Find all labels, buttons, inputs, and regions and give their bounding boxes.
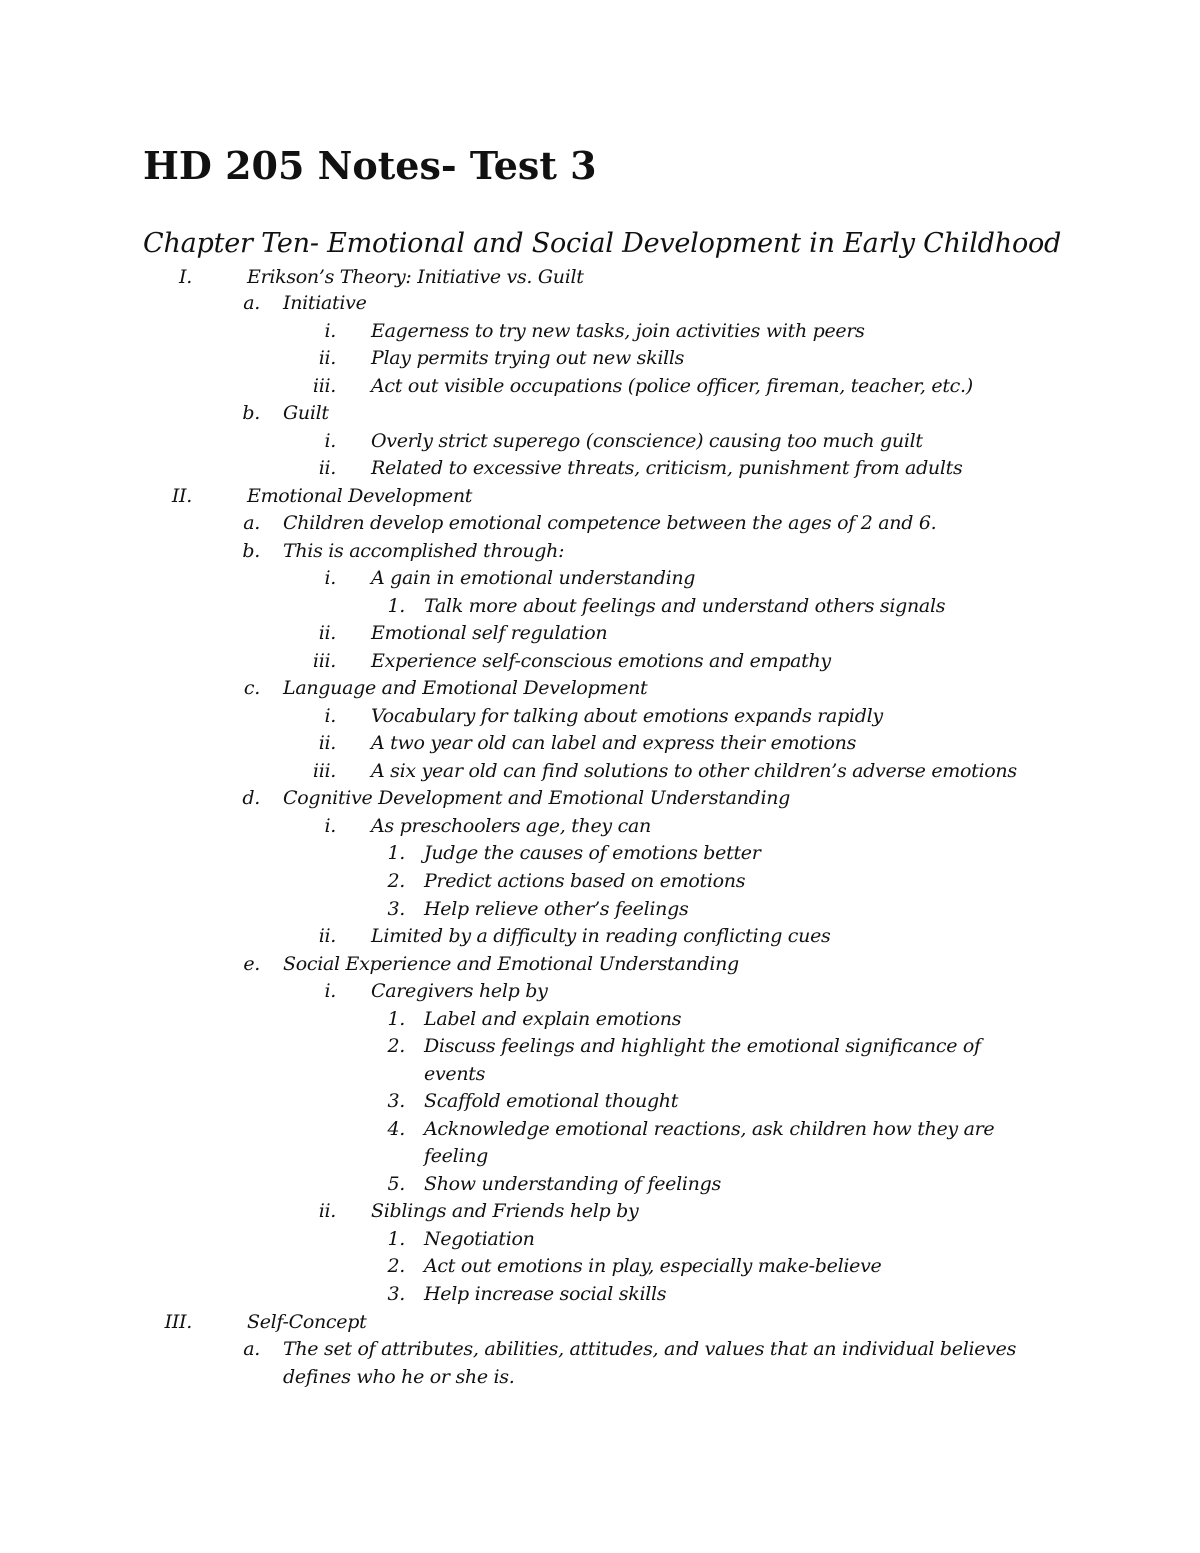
outline-marker: b. xyxy=(242,540,260,562)
outline-marker: b. xyxy=(242,402,260,424)
outline-marker: ii. xyxy=(318,347,336,369)
outline-text: defines who he or she is. xyxy=(283,1366,515,1388)
outline-text: Label and explain emotions xyxy=(424,1008,682,1030)
outline-marker: 5. xyxy=(387,1173,405,1195)
outline-text: Acknowledge emotional reactions, ask children how they are xyxy=(424,1118,995,1140)
outline-marker: i. xyxy=(324,980,336,1002)
outline-text: Initiative xyxy=(283,292,367,314)
outline-text: A gain in emotional understanding xyxy=(371,567,696,589)
outline-marker: III. xyxy=(164,1311,192,1333)
outline-text: events xyxy=(424,1063,486,1085)
outline-text: Eagerness to try new tasks, join activities with peers xyxy=(371,320,865,342)
outline-text: Limited by a difficulty in reading conflicting cues xyxy=(371,925,831,947)
outline-text: feeling xyxy=(424,1145,488,1167)
outline-marker: 2. xyxy=(387,1255,405,1277)
outline-marker: 4. xyxy=(387,1118,405,1140)
outline-text: Emotional self regulation xyxy=(371,622,608,644)
outline-text: Caregivers help by xyxy=(371,980,548,1002)
outline-marker: ii. xyxy=(318,622,336,644)
outline-text: Cognitive Development and Emotional Understanding xyxy=(283,787,791,809)
outline-marker: 1. xyxy=(387,1008,405,1030)
outline-marker: a. xyxy=(243,1338,260,1360)
outline-marker: 3. xyxy=(387,1090,405,1112)
outline-marker: iii. xyxy=(312,650,336,672)
outline-text: Show understanding of feelings xyxy=(424,1173,721,1195)
outline-marker: 1. xyxy=(387,842,405,864)
outline-marker: i. xyxy=(324,815,336,837)
outline-marker: i. xyxy=(324,705,336,727)
outline-text: Predict actions based on emotions xyxy=(424,870,746,892)
chapter-heading: Chapter Ten- Emotional and Social Development in Early Childhood xyxy=(143,228,1062,259)
outline-text: Act out emotions in play, especially make-believe xyxy=(424,1255,882,1277)
outline-text: A two year old can label and express their emotions xyxy=(371,732,857,754)
outline-text: Self-Concept xyxy=(247,1311,367,1333)
page-title: HD 205 Notes- Test 3 xyxy=(143,143,597,188)
outline-text: Guilt xyxy=(283,402,329,424)
outline-text: Vocabulary for talking about emotions expands rapidly xyxy=(371,705,883,727)
outline-text: The set of attributes, abilities, attitudes, and values that an individual believes xyxy=(283,1338,1017,1360)
outline-text: Related to excessive threats, criticism, punishment from adults xyxy=(371,457,963,479)
outline-text: Scaffold emotional thought xyxy=(424,1090,679,1112)
outline-text: As preschoolers age, they can xyxy=(371,815,651,837)
outline-text: Negotiation xyxy=(424,1228,535,1250)
outline-text: Help increase social skills xyxy=(424,1283,667,1305)
outline-marker: i. xyxy=(324,567,336,589)
outline-marker: ii. xyxy=(318,732,336,754)
outline-marker: I. xyxy=(179,266,192,288)
outline-text: Overly strict superego (conscience) causing too much guilt xyxy=(371,430,923,452)
outline-text: Emotional Development xyxy=(247,485,473,507)
outline-text: Siblings and Friends help by xyxy=(371,1200,639,1222)
outline-marker: 3. xyxy=(387,898,405,920)
outline-marker: 2. xyxy=(387,870,405,892)
outline-marker: d. xyxy=(242,787,260,809)
outline-marker: 1. xyxy=(387,595,405,617)
outline-marker: i. xyxy=(324,430,336,452)
outline-text: Help relieve other’s feelings xyxy=(424,898,689,920)
outline-marker: ii. xyxy=(318,925,336,947)
outline-text: Talk more about feelings and understand others signals xyxy=(424,595,946,617)
outline-text: Language and Emotional Development xyxy=(283,677,648,699)
outline-marker: II. xyxy=(171,485,192,507)
outline-text: Judge the causes of emotions better xyxy=(424,842,761,864)
outline-text: Social Experience and Emotional Understanding xyxy=(283,953,739,975)
outline-text: Erikson’s Theory: Initiative vs. Guilt xyxy=(247,266,584,288)
outline-text: This is accomplished through: xyxy=(283,540,565,562)
outline-text: A six year old can find solutions to other children’s adverse emotions xyxy=(371,760,1017,782)
outline-marker: ii. xyxy=(318,457,336,479)
outline-marker: a. xyxy=(243,292,260,314)
outline-marker: iii. xyxy=(312,375,336,397)
outline-marker: 2. xyxy=(387,1035,405,1057)
outline-text: Act out visible occupations (police officer, fireman, teacher, etc.) xyxy=(371,375,973,397)
outline-marker: e. xyxy=(243,953,260,975)
outline-marker: c. xyxy=(243,677,260,699)
outline-text: Experience self-conscious emotions and empathy xyxy=(371,650,831,672)
outline-text: Children develop emotional competence between the ages of 2 and 6. xyxy=(283,512,937,534)
outline-marker: ii. xyxy=(318,1200,336,1222)
outline-text: Play permits trying out new skills xyxy=(371,347,685,369)
outline-marker: 1. xyxy=(387,1228,405,1250)
outline-marker: 3. xyxy=(387,1283,405,1305)
outline-text: Discuss feelings and highlight the emotional significance of xyxy=(424,1035,981,1057)
outline-marker: i. xyxy=(324,320,336,342)
outline-marker: a. xyxy=(243,512,260,534)
outline-marker: iii. xyxy=(312,760,336,782)
